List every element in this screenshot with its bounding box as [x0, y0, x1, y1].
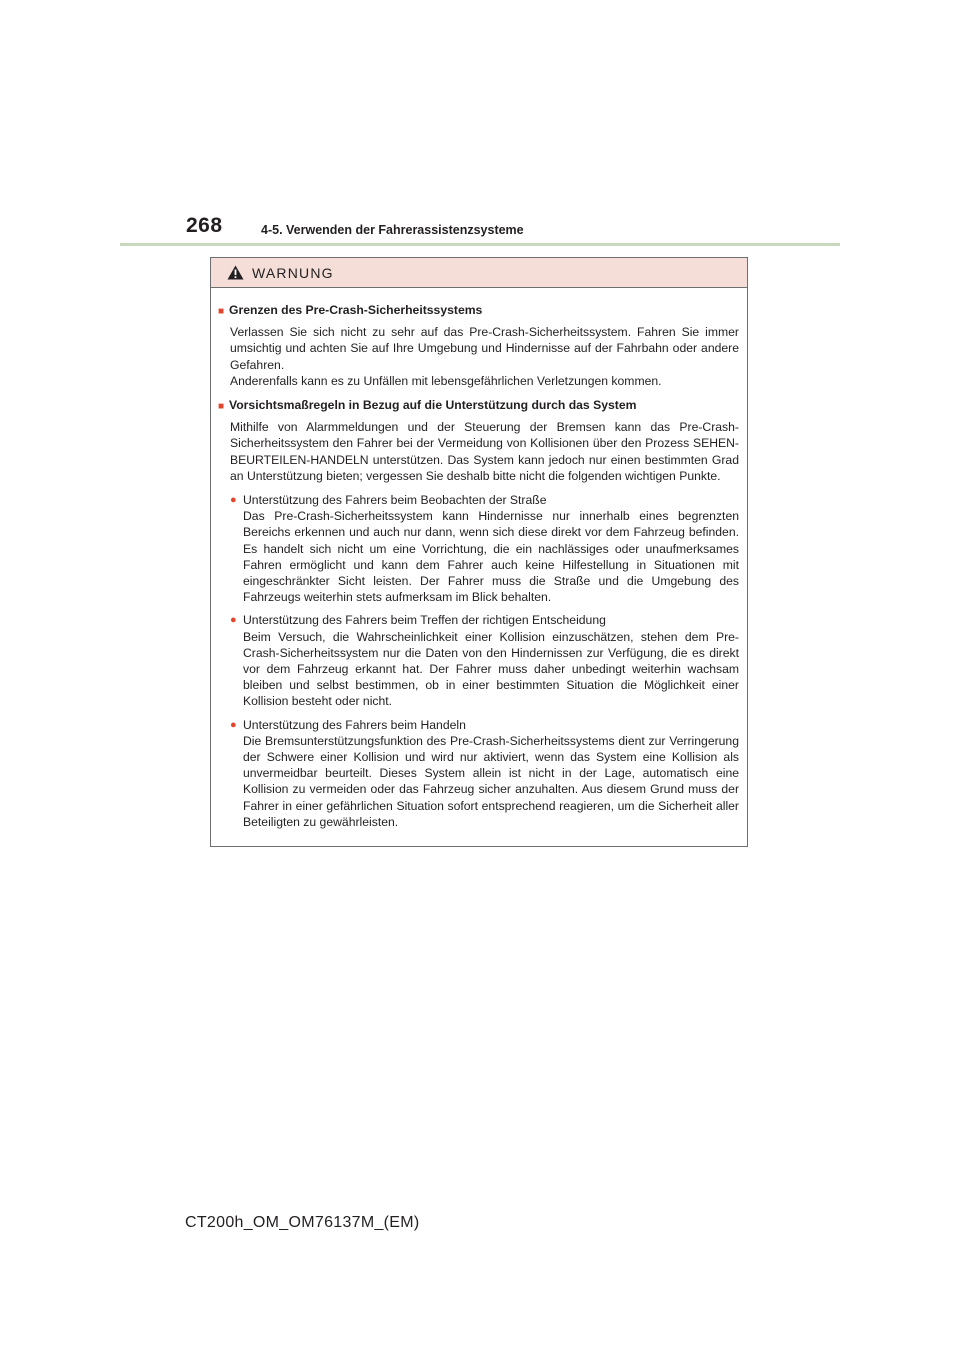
section-heading: [218, 302, 739, 320]
bullet-title: Unterstützung des Fahrers beim Beobachten der Straße: [243, 493, 547, 508]
heading-text: Grenzen des Pre-Crash-Sicherheitssystems: [229, 303, 483, 317]
bullet-text: Das Pre-Crash-Sicherheitssystem kann Hindernisse nur innerhalb eines begrenzten Bereichs erkennen und auch nur dann, wenn sich diese direkt vor dem Fahrzeug befinden. Es handelt sich nicht um eine Vorrichtung, die ein nachlässiges oder unaufmerksames Fahren ermöglicht und kann dem Fahrer auch keine Hilfestellung in Situationen mit eingeschränkter Sicht leisten. Der Fahrer muss die Straße und die Umgebung des Fahrzeugs weiterhin stets aufmerksam im Blick behalten.: [243, 509, 739, 605]
section-paragraphs: [218, 324, 739, 389]
bullet-text: Die Bremsunterstützungsfunktion des Pre-Crash-Sicherheitssystems dient zur Verringerung der Schwere einer Kollision und wird nur aktiviert, wenn das System eine Kollision als unvermeidbar beurteilt. Dieses System allein ist nicht in der Lage, automatisch eine Kollision zu vermeiden oder das Fahrzeug sicher anzuhalten. Aus diesem Grund muss der Fahrer in einer gefährlichen Situation sofort entsprechend reagieren, um die Sicherheit aller Beteiligten zu gewährleisten.: [243, 733, 739, 829]
circle-bullet-icon: ●: [230, 614, 237, 627]
section-heading: [218, 397, 739, 415]
warning-body: [211, 288, 747, 830]
warning-title: WARNUNG: [252, 264, 334, 281]
square-bullet-icon: ■: [218, 306, 225, 317]
warning-triangle-icon: [227, 265, 244, 280]
circle-bullet-icon: ●: [230, 718, 237, 731]
header-divider: [120, 243, 840, 246]
bullet-title: Unterstützung des Fahrers beim Handeln: [243, 717, 466, 732]
bullet-text: Beim Versuch, die Wahrscheinlichkeit einer Kollision einzuschätzen, stehen dem Pre-Crash-Sicherheitssystem nur die Daten von den Hindernissen zur Verfügung, die es direkt vor dem Fahrzeug erkannt hat. Der Fahrer muss daher unbedingt weiterhin wachsam bleiben und selbst bestimmen, ob in einer bestimmten Situation die Möglichkeit einer Kollision besteht oder nicht.: [243, 629, 739, 709]
list-item: [218, 612, 739, 709]
page-number: 268: [186, 214, 223, 237]
paragraph: Anderenfalls kann es zu Unfällen mit lebensgefährlichen Verletzungen kommen.: [230, 373, 662, 388]
page-header: [0, 0, 960, 250]
warning-box: [210, 257, 748, 847]
list-item: [218, 492, 739, 605]
paragraph: Mithilfe von Alarmmeldungen und der Steuerung der Bremsen kann das Pre-Crash-Sicherheitssystem den Fahrer bei der Vermeidung von Kollisionen über den Prozess SEHEN-BEURTEILEN-HANDELN unterstützen. Das System kann jedoch nur einen bestimmten Grad an Unterstützung bieten; vergessen Sie deshalb bitte nicht die folgenden wichtigen Punkte.: [230, 420, 739, 483]
document-code: CT200h_OM_OM76137M_(EM): [185, 1214, 420, 1231]
bullet-title: Unterstützung des Fahrers beim Treffen der richtigen Entscheidung: [243, 613, 606, 628]
warning-header: [211, 258, 747, 288]
square-bullet-icon: ■: [218, 401, 225, 413]
list-item: [218, 717, 739, 830]
circle-bullet-icon: ●: [230, 494, 237, 507]
section-paragraphs: [218, 419, 739, 484]
paragraph: Verlassen Sie sich nicht zu sehr auf das Pre-Crash-Sicherheitssystem. Fahren Sie immer umsichtig und achten Sie auf Ihre Umgebung und Hindernisse auf der Fahrbahn oder andere Gefahren.: [230, 325, 739, 372]
section-title: 4-5. Verwenden der Fahrerassistenzsysteme: [261, 223, 524, 237]
heading-text: Vorsichtsmaßregeln in Bezug auf die Unterstützung durch das System: [229, 398, 637, 413]
